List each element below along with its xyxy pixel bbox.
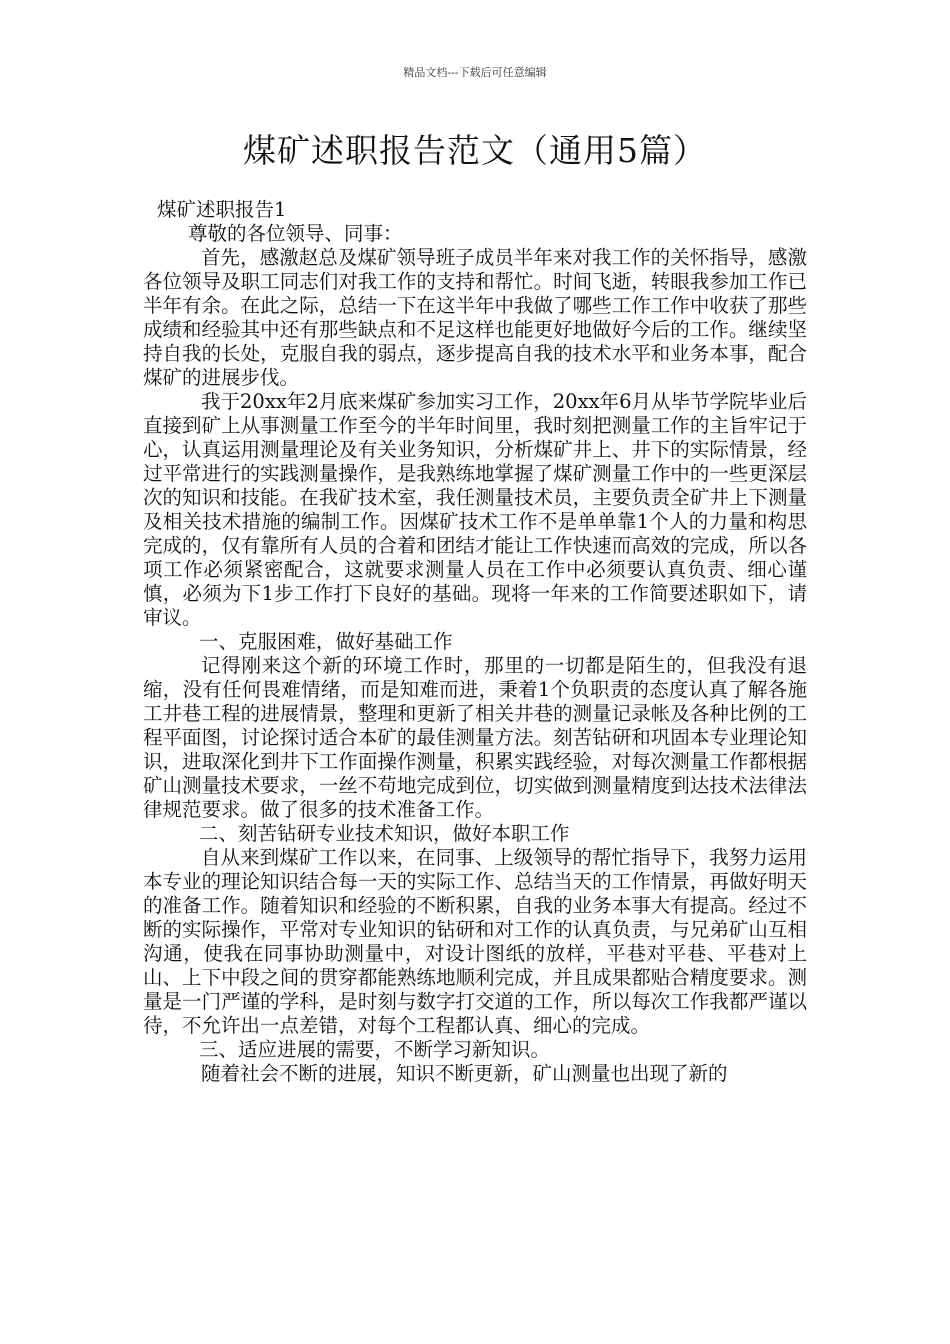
document-title: 煤矿述职报告范文（通用5篇） <box>243 131 707 170</box>
greeting-line: 尊敬的各位领导、同事： <box>188 222 403 245</box>
paragraph-section-three: 随着社会不断的进展，知识不断更新，矿山测量也出现了新的 <box>201 1062 728 1085</box>
heading-three: 三、适应进展的需要，不断学习新知识。 <box>199 1038 551 1061</box>
heading-two: 二、刻苦钻研专业技术知识，做好本职工作 <box>199 822 570 845</box>
page-header-note: 精品文档---下载后可任意编辑 <box>403 66 547 79</box>
paragraph-section-two: 自从来到煤矿工作以来，在同事、上级领导的帮忙指导下，我努力运用本专业的理论知识结合每一天的实际工作、总结当天的工作情景，再做好明天的准备工作。随着知识和经验的不断积累，自我的业务本事大有提高。经过不断的实际操作，平常对专业知识的钻研和对工作的认真负责，与兄弟矿山互相沟通，使我在同事协助测量中，对设计图纸的放样，平巷对平巷、平巷对上山、上下中段之间的贯穿都能熟练地顺利完成，并且成果都贴合精度要求。测量是一门严谨的学科，是时刻与数字打交道的工作，所以每次工作我都严谨以待，不允许出一点差错，对每个工程都认真、细心的完成。 <box>143 846 807 1037</box>
section-title: 煤矿述职报告1 <box>157 198 287 221</box>
paragraph-section-one: 记得刚来这个新的环境工作时，那里的一切都是陌生的，但我没有退缩，没有任何畏难情绪，而是知难而进，秉着1个负职责的态度认真了解各施工井巷工程的进展情景，整理和更新了相关井巷的测量记录帐及各种比例的工程平面图，讨论探讨适合本矿的最佳测量方法。刻苦钻研和巩固本专业理论知识，进取深化到井下工作面操作测量，积累实践经验，对每次测量工作都根据矿山测量技术要求，一丝不苟地完成到位，切实做到测量精度到达技术法律法律规范要求。做了很多的技术准备工作。 <box>143 654 807 821</box>
paragraph-intro: 首先，感激赵总及煤矿领导班子成员半年来对我工作的关怀指导，感激各位领导及职工同志们对我工作的支持和帮忙。时间飞逝，转眼我参加工作已半年有余。在此之际，总结一下在这半年中我做了哪些工作工作中收获了那些成绩和经验其中还有那些缺点和不足这样也能更好地做好今后的工作。继续坚持自我的长处，克服自我的弱点，逐步提高自我的技术水平和业务本事，配合煤矿的进展步伐。 <box>143 246 807 389</box>
paragraph-background: 我于20xx年2月底来煤矿参加实习工作，20xx年6月从毕节学院毕业后直接到矿上从事测量工作至今的半年时间里，我时刻把测量工作的主旨牢记于心，认真运用测量理论及有关业务知识，分析煤矿井上、井下的实际情景，经过平常进行的实践测量操作，是我熟练地掌握了煤矿测量工作中的一些更深层次的知识和技能。在我矿技术室，我任测量技术员，主要负责全矿井上下测量及相关技术措施的编制工作。因煤矿技术工作不是单单靠1个人的力量和构思完成的，仅有靠所有人员的合着和团结才能让工作快速而高效的完成，所以各项工作必须紧密配合，这就要求测量人员在工作中必须要认真负责、细心谨慎，必须为下1步工作打下良好的基础。现将一年来的工作简要述职如下，请审议。 <box>143 390 807 629</box>
document-body <box>143 198 807 1086</box>
heading-one: 一、克服困难，做好基础工作 <box>199 630 453 653</box>
